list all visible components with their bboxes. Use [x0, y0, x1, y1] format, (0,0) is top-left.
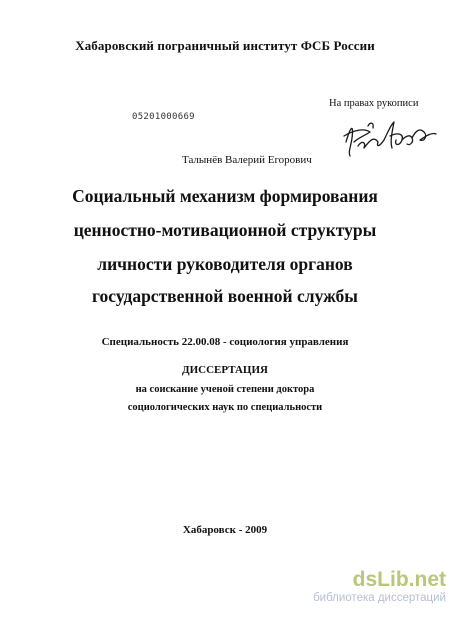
degree-line-2: социологических наук по специальности — [127, 402, 323, 413]
city-year: Хабаровск - 2009 — [182, 524, 268, 536]
title-line-3: личности руководителя органов — [97, 254, 353, 274]
document-code: 05201000669 — [132, 112, 195, 122]
signature-icon — [340, 112, 440, 160]
watermark-logo: dsLib.net — [352, 568, 446, 591]
author-name: Талынёв Валерий Егорович — [182, 154, 312, 166]
title-line-1: Социальный механизм формирования — [72, 186, 378, 206]
degree-line-1: на соискание ученой степени доктора — [135, 384, 315, 395]
title-line-4: государственной военной службы — [92, 286, 358, 306]
institute-name: Хабаровский пограничный институт ФСБ России — [75, 38, 375, 53]
dissertation-type: ДИССЕРТАЦИЯ — [182, 364, 268, 376]
specialty: Специальность 22.00.08 - социология управления — [101, 336, 349, 348]
title-line-2: ценностно-мотивационной структуры — [73, 220, 377, 240]
rights-note: На правах рукописи — [329, 98, 419, 109]
watermark-subtitle: библиотека диссертаций — [313, 592, 446, 604]
watermark — [296, 569, 446, 605]
